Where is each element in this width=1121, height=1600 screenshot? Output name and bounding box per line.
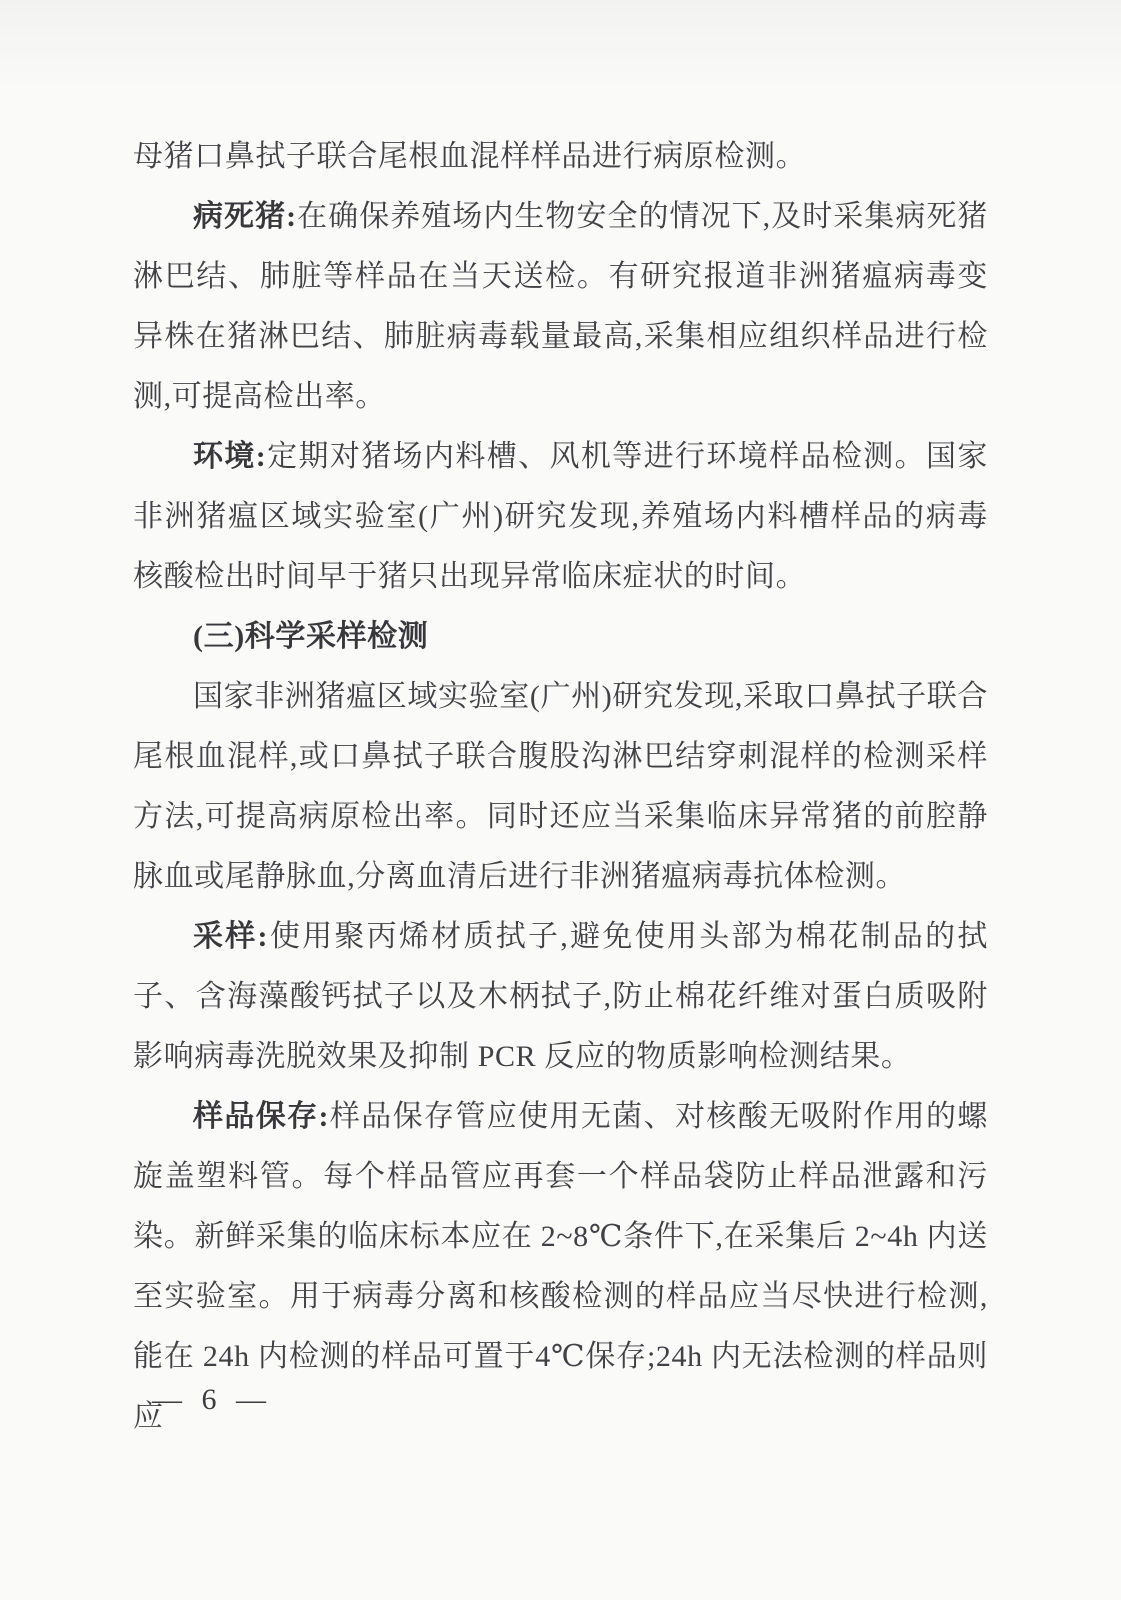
section-heading: (三)科学采样检测 [193,620,429,653]
paragraph-sampling [133,907,988,1087]
paragraph-continuation: 母猪口鼻拭子联合尾根血混样样品进行病原检测。 [133,140,807,173]
paragraph-text: 使用聚丙烯材质拭子,避免使用头部为棉花制品的拭子、含海藻酸钙拭子以及木柄拭子,防止棉花纤维对蛋白质吸附影响病毒洗脱效果及抑制 PCR 反应的物质影响检测结果。 [133,920,988,1073]
page-number: — 6 — [152,1383,272,1416]
paragraph-text: 样品保存管应使用无菌、对核酸无吸附作用的螺旋盖塑料管。每个样品管应再套一个样品袋防止样品泄露和污染。新鲜采集的临床标本应在 2~8℃条件下,在采集后 2~4h 内送至实验室。用于病毒分离和核酸检测的样品应当尽快进行检测,能在 24h 内检测的样品可置于4℃保存;24h 内无法检测的样品则应 [133,1100,988,1433]
paragraph-text: 定期对猪场内料槽、风机等进行环境样品检测。国家非洲猪瘟区域实验室(广州)研究发现,养殖场内料槽样品的病毒核酸检出时间早于猪只出现异常临床症状的时间。 [133,440,988,593]
paragraph-lead-label: 样品保存: [193,1100,330,1133]
paragraph-environment [133,427,988,607]
paragraph-text: 在确保养殖场内生物安全的情况下,及时采集病死猪淋巴结、肺脏等样品在当天送检。有研究报道非洲猪瘟病毒变异株在猪淋巴结、肺脏病毒载量最高,采集相应组织样品进行检测,可提高检出率。 [133,200,988,413]
paragraph-lab-finding: 国家非洲猪瘟区域实验室(广州)研究发现,采取口鼻拭子联合尾根血混样,或口鼻拭子联合腹股沟淋巴结穿刺混样的检测采样方法,可提高病原检出率。同时还应当采集临床异常猪的前腔静脉血或尾静脉血,分离血清后进行非洲猪瘟病毒抗体检测。 [133,680,988,893]
paragraph-lead-label: 采样: [193,920,269,953]
paragraph-sick-dead-pigs [133,187,988,427]
paragraph-lead-label: 环境: [193,440,267,473]
paragraph-lead-label: 病死猪: [193,200,297,233]
document-body [133,127,988,1447]
